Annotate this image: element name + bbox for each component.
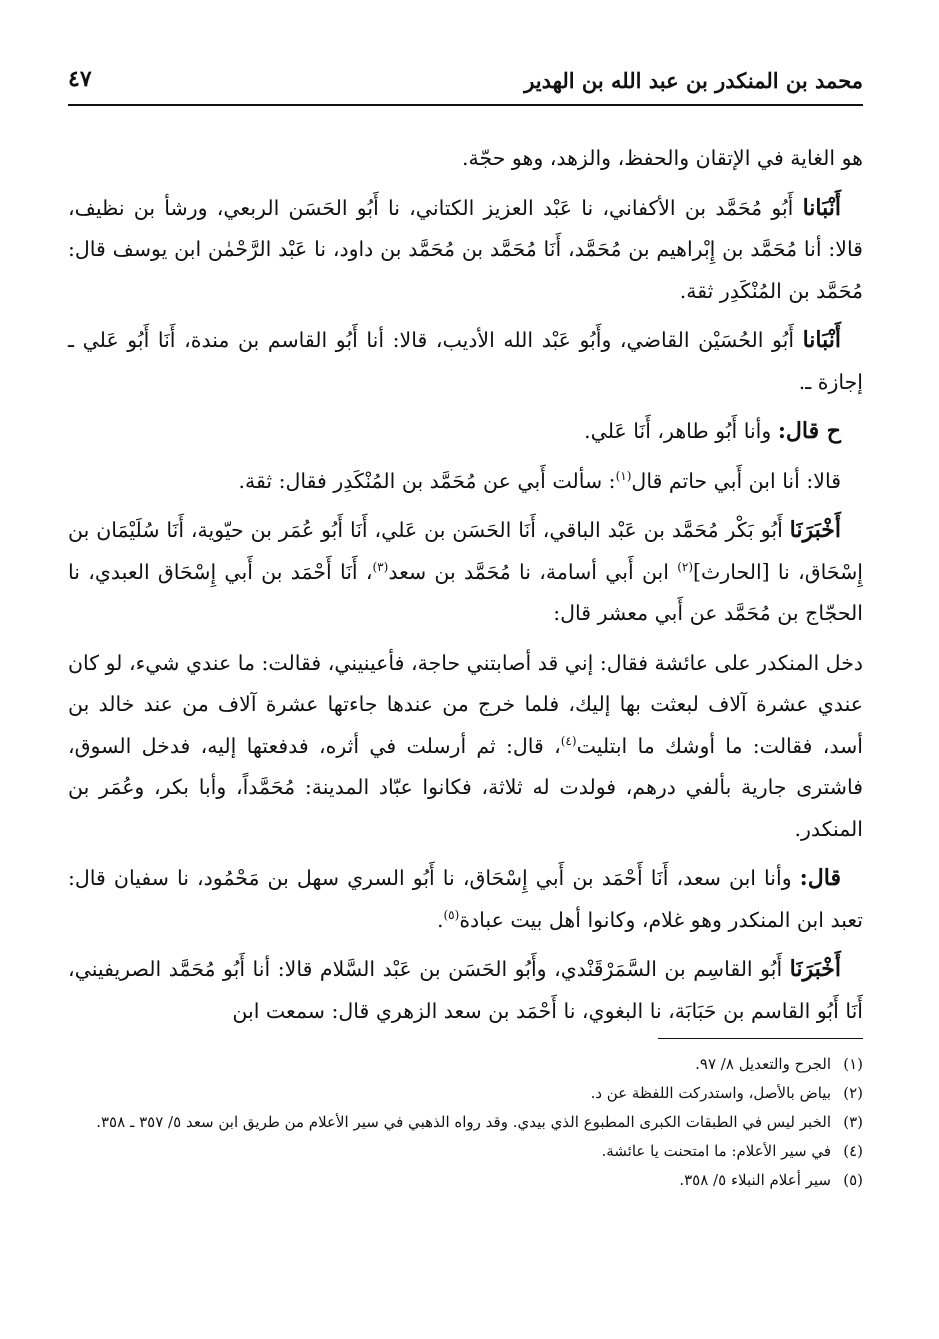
footnote-ref: (٤) — [560, 733, 577, 748]
paragraph-text: قالا: أنا ابن أَبي حاتم قال — [631, 468, 841, 493]
footnote-number: (١) — [843, 1055, 863, 1073]
header-rule — [68, 104, 863, 106]
body-text — [68, 138, 863, 1040]
footnote-5 — [68, 1168, 863, 1193]
footnote-text: الجرح والتعديل ٨/ ٩٧. — [695, 1055, 831, 1073]
paragraph-text: وأنا أَبُو طاهر، أَنَا عَلي. — [584, 419, 778, 443]
paragraph-9 — [68, 949, 863, 1032]
paragraph-lead: أَنْبَانا — [802, 327, 841, 353]
paragraph-3 — [68, 320, 863, 403]
footnote-number: (٥) — [843, 1171, 863, 1189]
footnote-text: بياض بالأصل، واستدركت اللفظة عن د. — [590, 1084, 831, 1102]
paragraph-7 — [68, 643, 863, 851]
paragraph-text: ، أَنَا أَحْمَد بن أَبي إِسْحَاق العبدي، نا الحجّاج بن مُحَمَّد عن أَبي معشر قال: — [68, 559, 863, 625]
footnote-separator — [658, 1038, 863, 1039]
paragraph-text: وأنا ابن سعد، أَنَا أَحْمَد بن أَبي إِسْحَاق، نا أَبُو السري سهل بن مَحْمُود، نا سفيان قال: تعبد ابن المنكدر وهو غلام، وكانوا أهل بيت عبادة — [68, 866, 863, 932]
footnote-3 — [68, 1110, 863, 1135]
paragraph-text: ابن أَبي أسامة، نا مُحَمَّد بن سعد — [388, 559, 678, 584]
paragraph-text: أَبُو الحُسَيْن القاضي، وأَبُو عَبْد الله الأديب، قالا: أنا أَبُو القاسم بن مندة، أَنَا أَبُو عَلي ـ إجازة ـ. — [68, 328, 863, 394]
page-header — [68, 60, 863, 100]
paragraph-text: دخل المنكدر على عائشة فقال: إني قد أصابتني حاجة، فأعينيني، فقالت: ما عندي شيء، لو كان عندي عشرة آلاف لبعثت بها إليك، فلما خرج من عندها جاءتها عشرة آلاف من عند خالد بن أسد، فقالت: ما أوشك ما ابتليت — [68, 650, 863, 758]
running-title: محمد بن المنكدر بن عبد الله بن الهدير — [524, 68, 863, 93]
paragraph-2 — [68, 188, 863, 313]
paragraph-text: أَبُو بَكْر مُحَمَّد بن عَبْد الباقي، أَنَا الحَسَن بن عَلي، أَنَا أَبُو عُمَر بن حيّوية، أَنَا سُلَيْمَان بن إِسْحَاق، نا [الحارث] — [68, 518, 863, 584]
paragraph-lead: قال: — [799, 865, 841, 891]
footnote-text: سير أعلام النبلاء ٥/ ٣٥٨. — [679, 1171, 831, 1189]
footnote-ref: (٥) — [443, 907, 460, 922]
paragraph-6 — [68, 510, 863, 635]
paragraph-text: ، قال: ثم أرسلت في أثره، فدفعتها إليه، فدخل السوق، فاشترى جارية بألفي درهم، فولدت له ثلاثة، فكانوا عبّاد المدينة: مُحَمَّداً، وأبا بكر، وعُمَر بن المنكدر. — [68, 733, 863, 841]
paragraph-5 — [68, 461, 863, 503]
paragraph-8 — [68, 858, 863, 941]
paragraph-lead: أَخْبَرَنَا — [789, 517, 841, 543]
footnote-2 — [68, 1081, 863, 1106]
footnote-number: (٢) — [843, 1084, 863, 1102]
footnote-text: الخبر ليس في الطبقات الكبرى المطبوع الذي بيدي. وقد رواه الذهبي في سير الأعلام من طريق ابن سعد ٥/ ٣٥٧ ـ ٣٥٨. — [96, 1113, 831, 1131]
footnote-ref: (٣) — [372, 559, 389, 574]
footnote-number: (٣) — [843, 1113, 863, 1131]
paragraph-1 — [68, 138, 863, 180]
paragraph-text: أَبُو مُحَمَّد بن الأكفاني، نا عَبْد العزيز الكتاني، نا أَبُو الحَسَن الربعي، ورشأ بن نظيف، قالا: أنا مُحَمَّد بن إِبْراهيم بن مُحَمَّد، أَنَا مُحَمَّد بن مُحَمَّد بن داود، نا عَبْد الرَّحْمٰن ابن يوسف قال: مُحَمَّد بن المُنْكَدِر ثقة. — [68, 195, 863, 303]
footnotes — [68, 1052, 863, 1197]
paragraph-lead: ح قال: — [777, 418, 841, 444]
paragraph-text: : سألت أَبي عن مُحَمَّد بن المُنْكَدِر فقال: ثقة. — [238, 468, 616, 493]
book-page — [68, 60, 863, 1189]
paragraph-lead: أَنْبَانا — [802, 194, 841, 221]
paragraph-text: هو الغاية في الإتقان والحفظ، والزهد، وهو حجّة. — [461, 146, 863, 170]
page-number: ٤٧ — [68, 66, 92, 92]
paragraph-text: أَبُو القاسِم بن السَّمَرْقَنْدي، وأَبُو الحَسَن بن عَبْد السَّلام قالا: أنا أَبُو مُحَمَّد الصريفيني، أَنَا أَبُو القاسم بن حَبَابَة، نا البغوي، نا أَحْمَد بن سعد الزهري قال: سمعت ابن — [68, 957, 863, 1023]
paragraph-4 — [68, 411, 863, 453]
footnote-text: في سير الأعلام: ما امتحنت يا عائشة. — [601, 1142, 831, 1160]
paragraph-lead: أَخْبَرَنَا — [789, 956, 841, 982]
footnote-ref: (١) — [615, 468, 632, 483]
footnote-4 — [68, 1139, 863, 1164]
paragraph-text: . — [436, 907, 444, 932]
footnote-1 — [68, 1052, 863, 1077]
footnote-ref: (٢) — [677, 559, 694, 574]
footnote-number: (٤) — [843, 1142, 863, 1160]
